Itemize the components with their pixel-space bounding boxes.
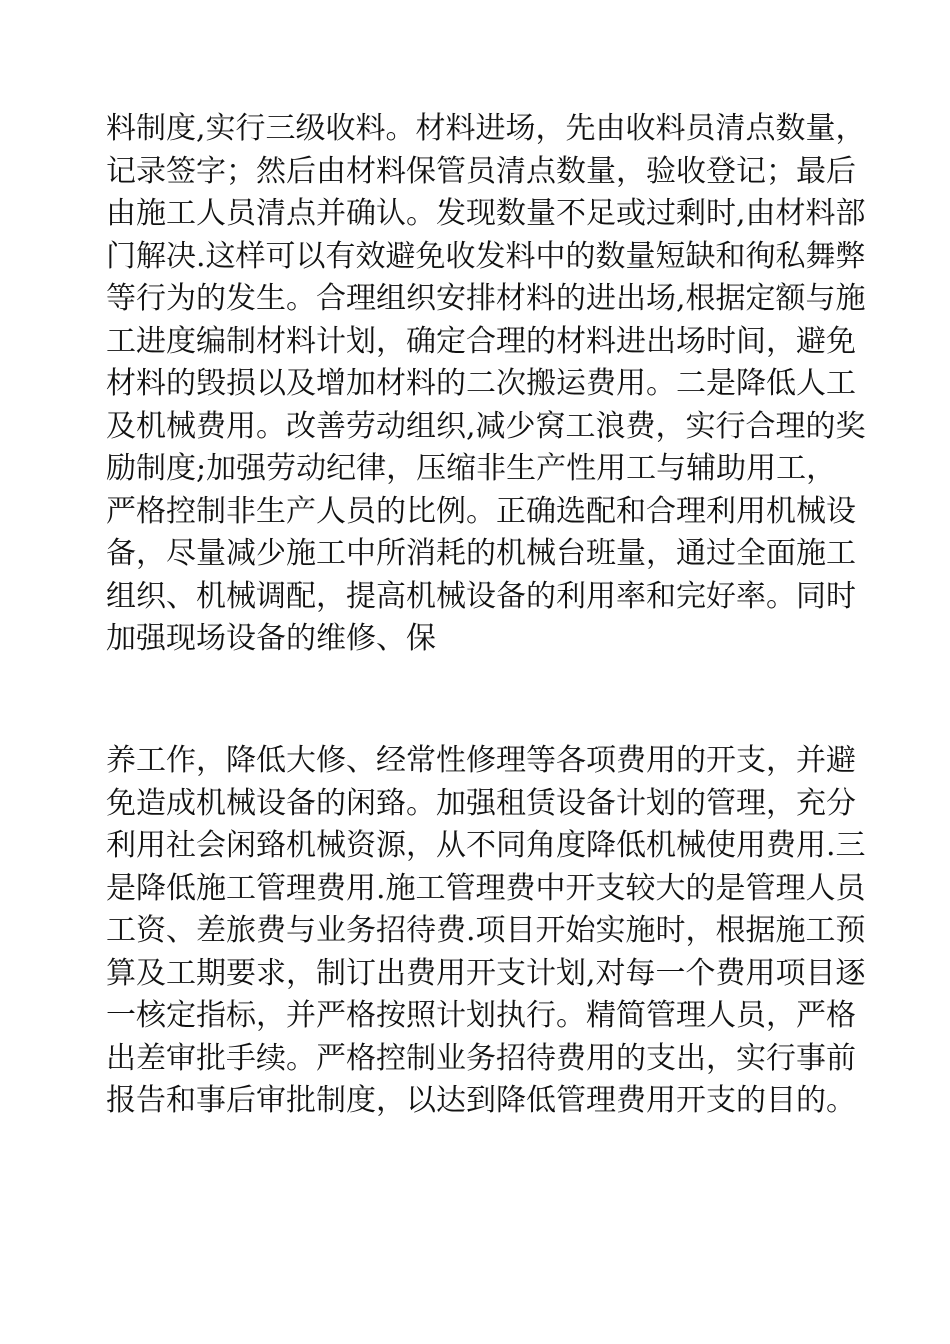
text-line: 等行为的发生。合理组织安排材料的进出场,根据定额与施 [106, 281, 866, 316]
text-line: 及机械费用。改善劳动组织,减少窝工浪费，实行合理的奖 [106, 408, 866, 444]
text-line: 加强现场设备的维修、保 [106, 621, 436, 656]
paragraph-1 [106, 108, 866, 661]
text-line: 料制度,实行三级收料。材料进场，先由收料员清点数量， [106, 111, 866, 146]
text-line: 记录签字；然后由材料保管员清点数量，验收登记；最后 [106, 153, 856, 189]
text-line: 报告和事后审批制度，以达到降低管理费用开支的目的。 [106, 1083, 856, 1118]
text-line: 算及工期要求，制订出费用开支计划,对每一个费用项目逐 [106, 955, 866, 991]
text-line: 备，尽量减少施工中所消耗的机械台班量，通过全面施工 [106, 536, 856, 571]
text-line: 严格控制非生产人员的比例。正确选配和合理利用机械设 [106, 493, 856, 529]
text-line: 材料的毁损以及增加材料的二次搬运费用。二是降低人工 [106, 366, 856, 401]
text-line: 免造成机械设备的闲臵。加强租赁设备计划的管理，充分 [106, 785, 856, 821]
text-line: 一核定指标，并严格按照计划执行。精简管理人员，严格 [106, 998, 856, 1033]
text-line: 工进度编制材料计划，确定合理的材料进出场时间，避免 [106, 323, 856, 359]
text-line: 利用社会闲臵机械资源，从不同角度降低机械使用费用.三 [106, 828, 866, 863]
text-line: 出差审批手续。严格控制业务招待费用的支出，实行事前 [106, 1040, 856, 1076]
text-line: 养工作，降低大修、经常性修理等各项费用的开支，并避 [106, 743, 856, 778]
text-line: 由施工人员清点并确认。发现数量不足或过剩时,由材料部 [106, 196, 866, 231]
text-line: 励制度;加强劳动纪律，压缩非生产性用工与辅助用工， [106, 451, 837, 486]
text-line: 工资、差旅费与业务招待费.项目开始实施时，根据施工预 [106, 913, 866, 948]
text-line: 是降低施工管理费用.施工管理费中开支较大的是管理人员 [106, 870, 866, 906]
text-line: 组织、机械调配，提高机械设备的利用率和完好率。同时 [106, 578, 856, 614]
paragraph-2 [106, 740, 866, 1123]
text-line: 门解决.这样可以有效避免收发料中的数量短缺和徇私舞弊 [106, 238, 866, 274]
